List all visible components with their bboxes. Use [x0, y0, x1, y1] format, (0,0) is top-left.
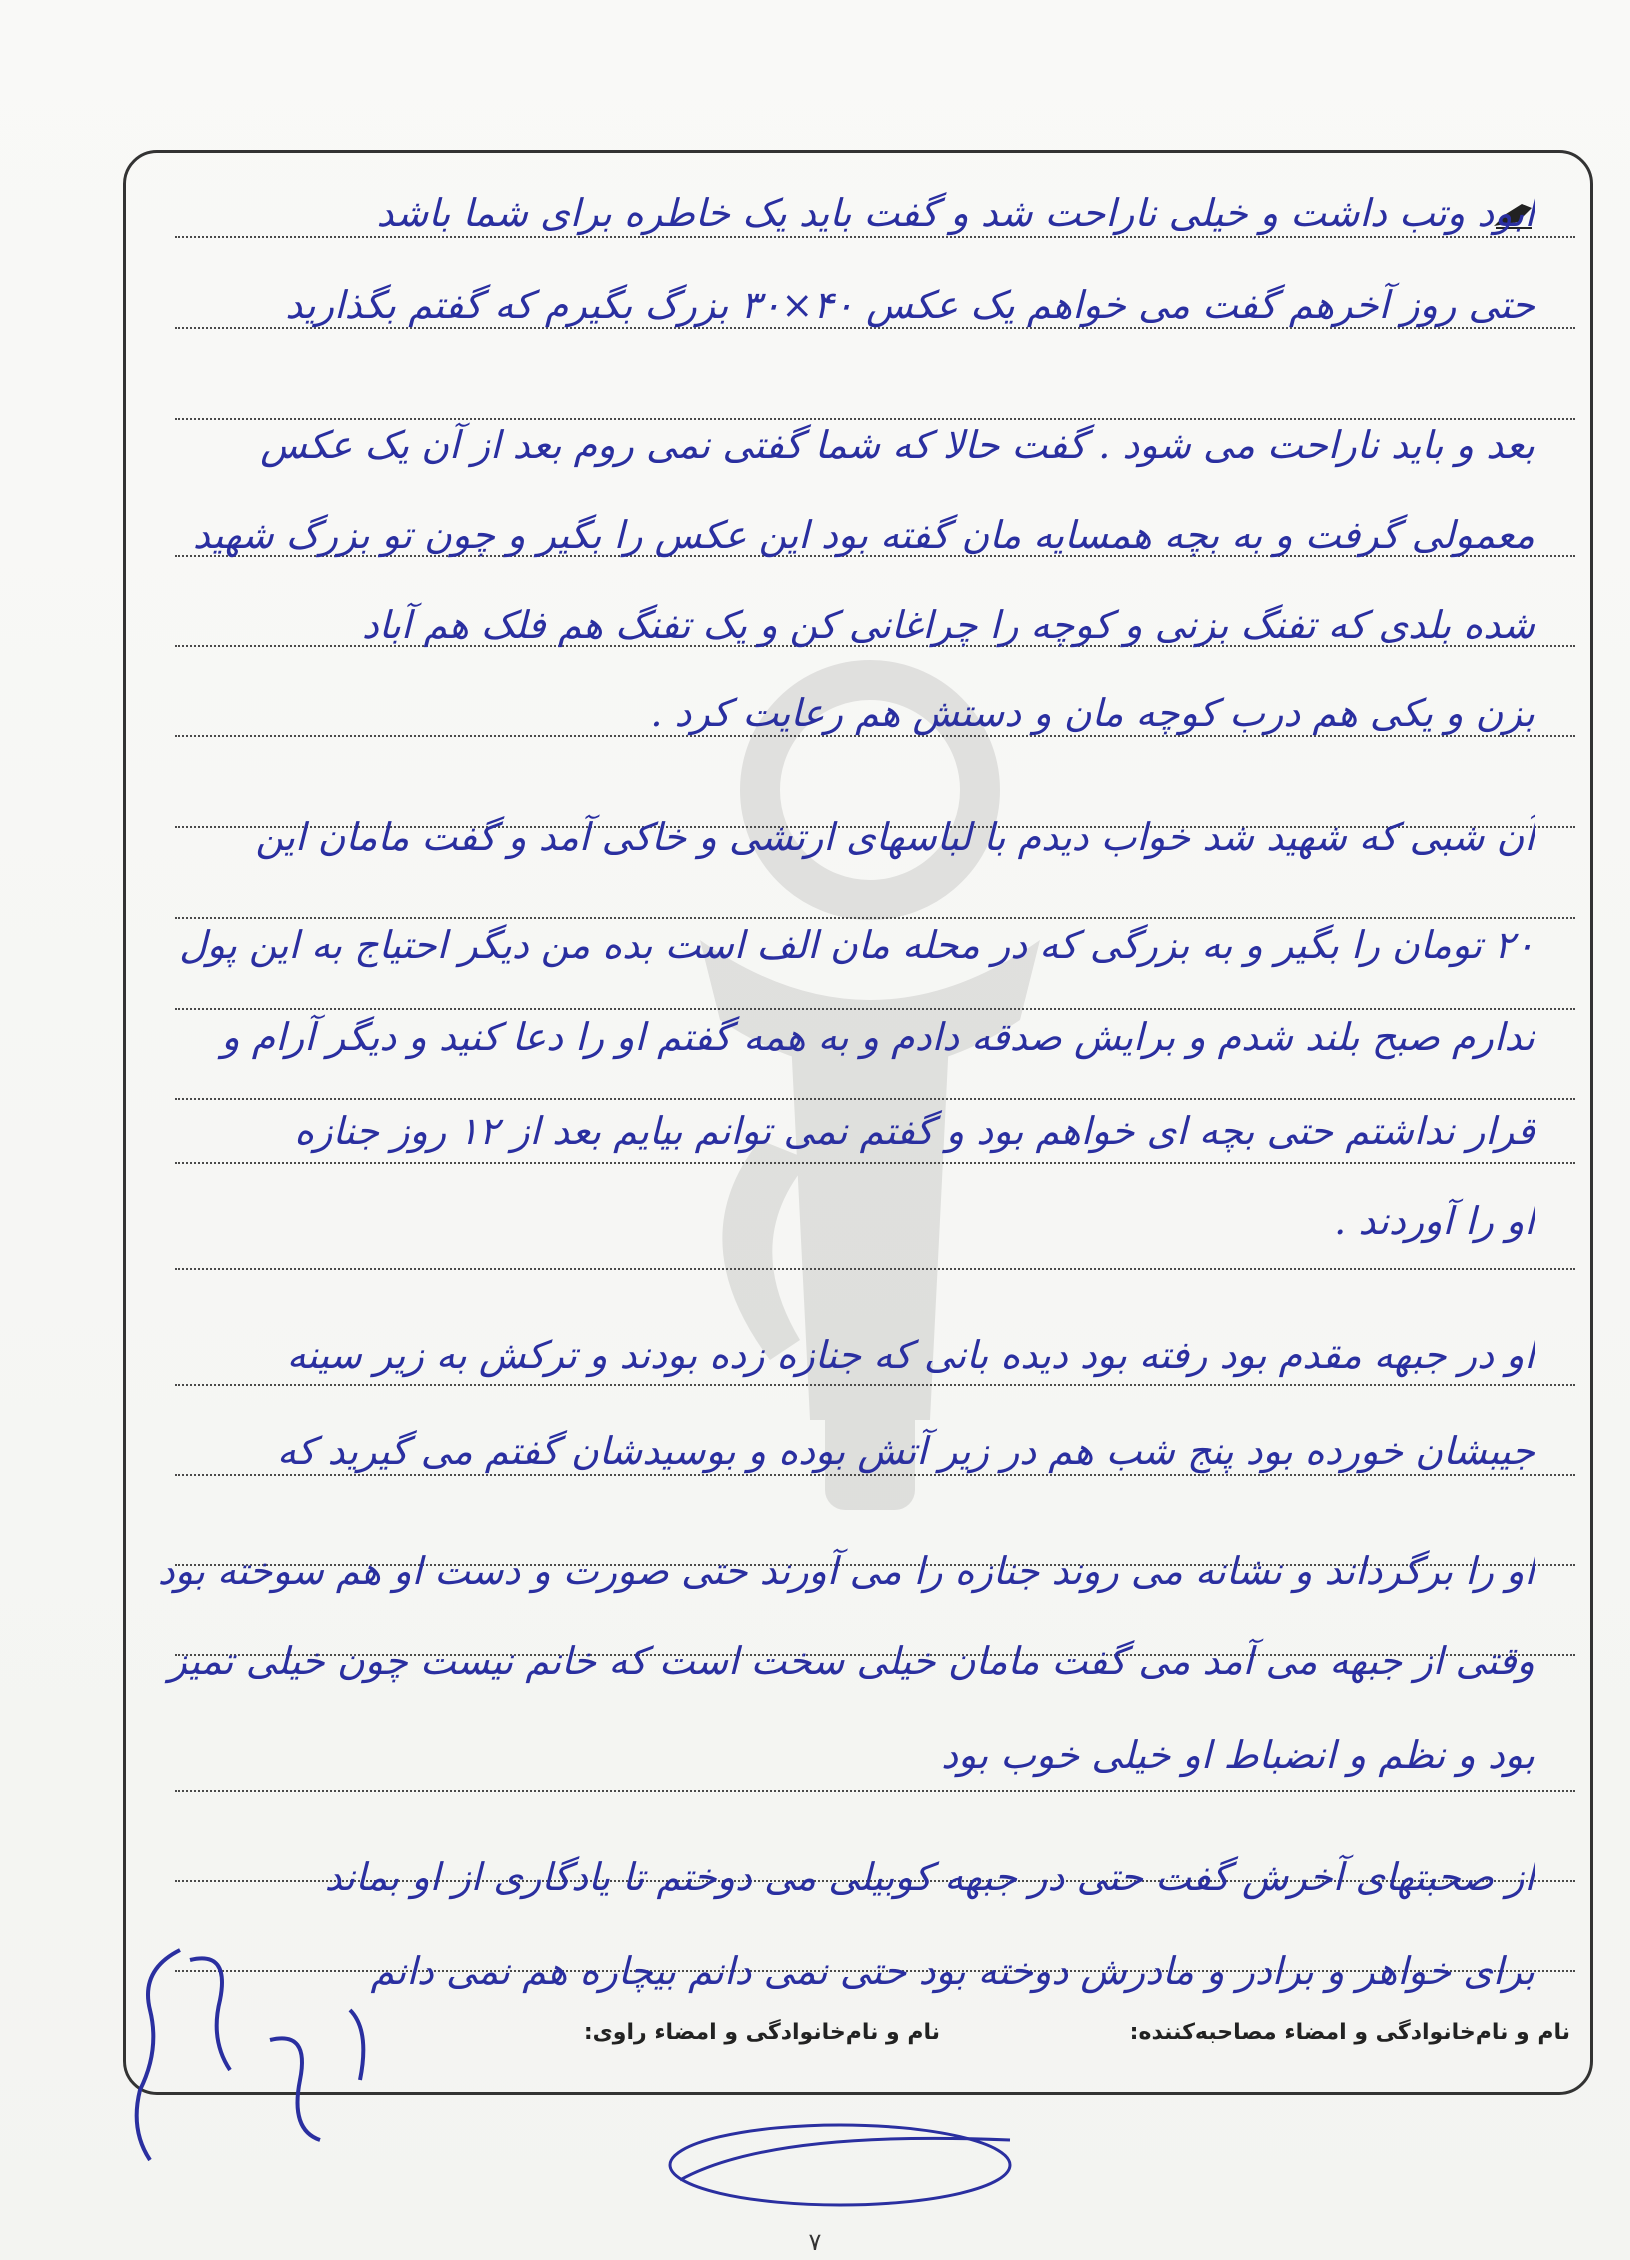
handwritten-line: ۲۰ تومان را بگیر و به بزرگی که در محله مان الف است بده من دیگر احتیاج به این پول: [179, 923, 1535, 967]
handwritten-line: او را برگرداند و نشانه می روند جنازه را می آورند حتی صورت و دست او هم سوخته بود: [157, 1549, 1535, 1593]
interviewer-signature-label: نام و نام‌خانوادگی و امضاء مصاحبه‌کننده:: [1129, 2020, 1570, 2045]
handwritten-line: بعد و باید ناراحت می شود . گفت حالا که شما گفتی نمی روم بعد از آن یک عکس: [260, 423, 1535, 467]
handwritten-line: ابود وتب داشت و خیلی ناراحت شد و گفت باید یک خاطره برای شما باشد: [376, 191, 1535, 235]
handwritten-line: بود و نظم و انضباط او خیلی خوب بود: [941, 1733, 1535, 1777]
narrator-signature: [120, 1930, 400, 2170]
handwritten-line: از صحبتهای آخرش گفت حتی در جبهه کوبیلی می دوختم تا یادگاری از او بماند: [324, 1855, 1535, 1899]
handwritten-text: [150, 0, 1535, 2260]
handwritten-line: بزن و یکی هم درب کوچه مان و دستش هم رعایت کرد .: [650, 691, 1535, 735]
handwritten-line: وقتی از جبهه می آمد می گفت مامان خیلی سخت است که خانم نیست چون خیلی تمیز: [168, 1639, 1535, 1683]
handwritten-line: شده بلدی که تفنگ بزنی و کوچه را چراغانی کن و یک تفنگ هم فلک هم آباد: [361, 603, 1535, 647]
narrator-signature-label: نام و نام‌خانوادگی و امضاء راوی:: [583, 2020, 940, 2045]
interviewer-signature: [650, 2110, 1030, 2220]
handwritten-line: ندارم صبح بلند شدم و برایش صدقه دادم و به همه گفتم او را دعا کنید و دیگر آرام و: [221, 1015, 1535, 1059]
handwritten-line: برای خواهر و برادر و مادرش دوخته بود حتی نمی دانم بیچاره هم نمی دانم: [370, 1949, 1535, 1993]
handwritten-line: او را آوردند .: [1334, 1199, 1535, 1243]
handwritten-line: معمولی گرفت و به بچه همسایه مان گفته بود این عکس را بگیر و چون تو بزرگ شهید: [192, 513, 1535, 557]
handwritten-line: قرار نداشتم حتی بچه ای خواهم بود و گفتم نمی توانم بیایم بعد از ۱۲ روز جنازه: [294, 1109, 1535, 1153]
handwritten-line: حتی روز آخرهم گفت می خواهم یک عکس ۴۰×۳۰ بزرگ بگیرم که گفتم بگذارید: [285, 283, 1535, 327]
handwritten-line: جیبشان خورده بود پنج شب هم در زیر آتش بوده و بوسیدشان گفتم می گیرید که: [276, 1429, 1535, 1473]
page-number: ۷: [808, 2228, 822, 2256]
handwritten-line: آن شبی که شهید شد خواب دیدم با لباسهای ارتشی و خاکی آمد و گفت مامان این: [255, 815, 1535, 859]
handwritten-line: او در جبهه مقدم بود رفته بود دیده بانی که جنازه زده بودند و ترکش به زیر سینه: [286, 1333, 1535, 1377]
